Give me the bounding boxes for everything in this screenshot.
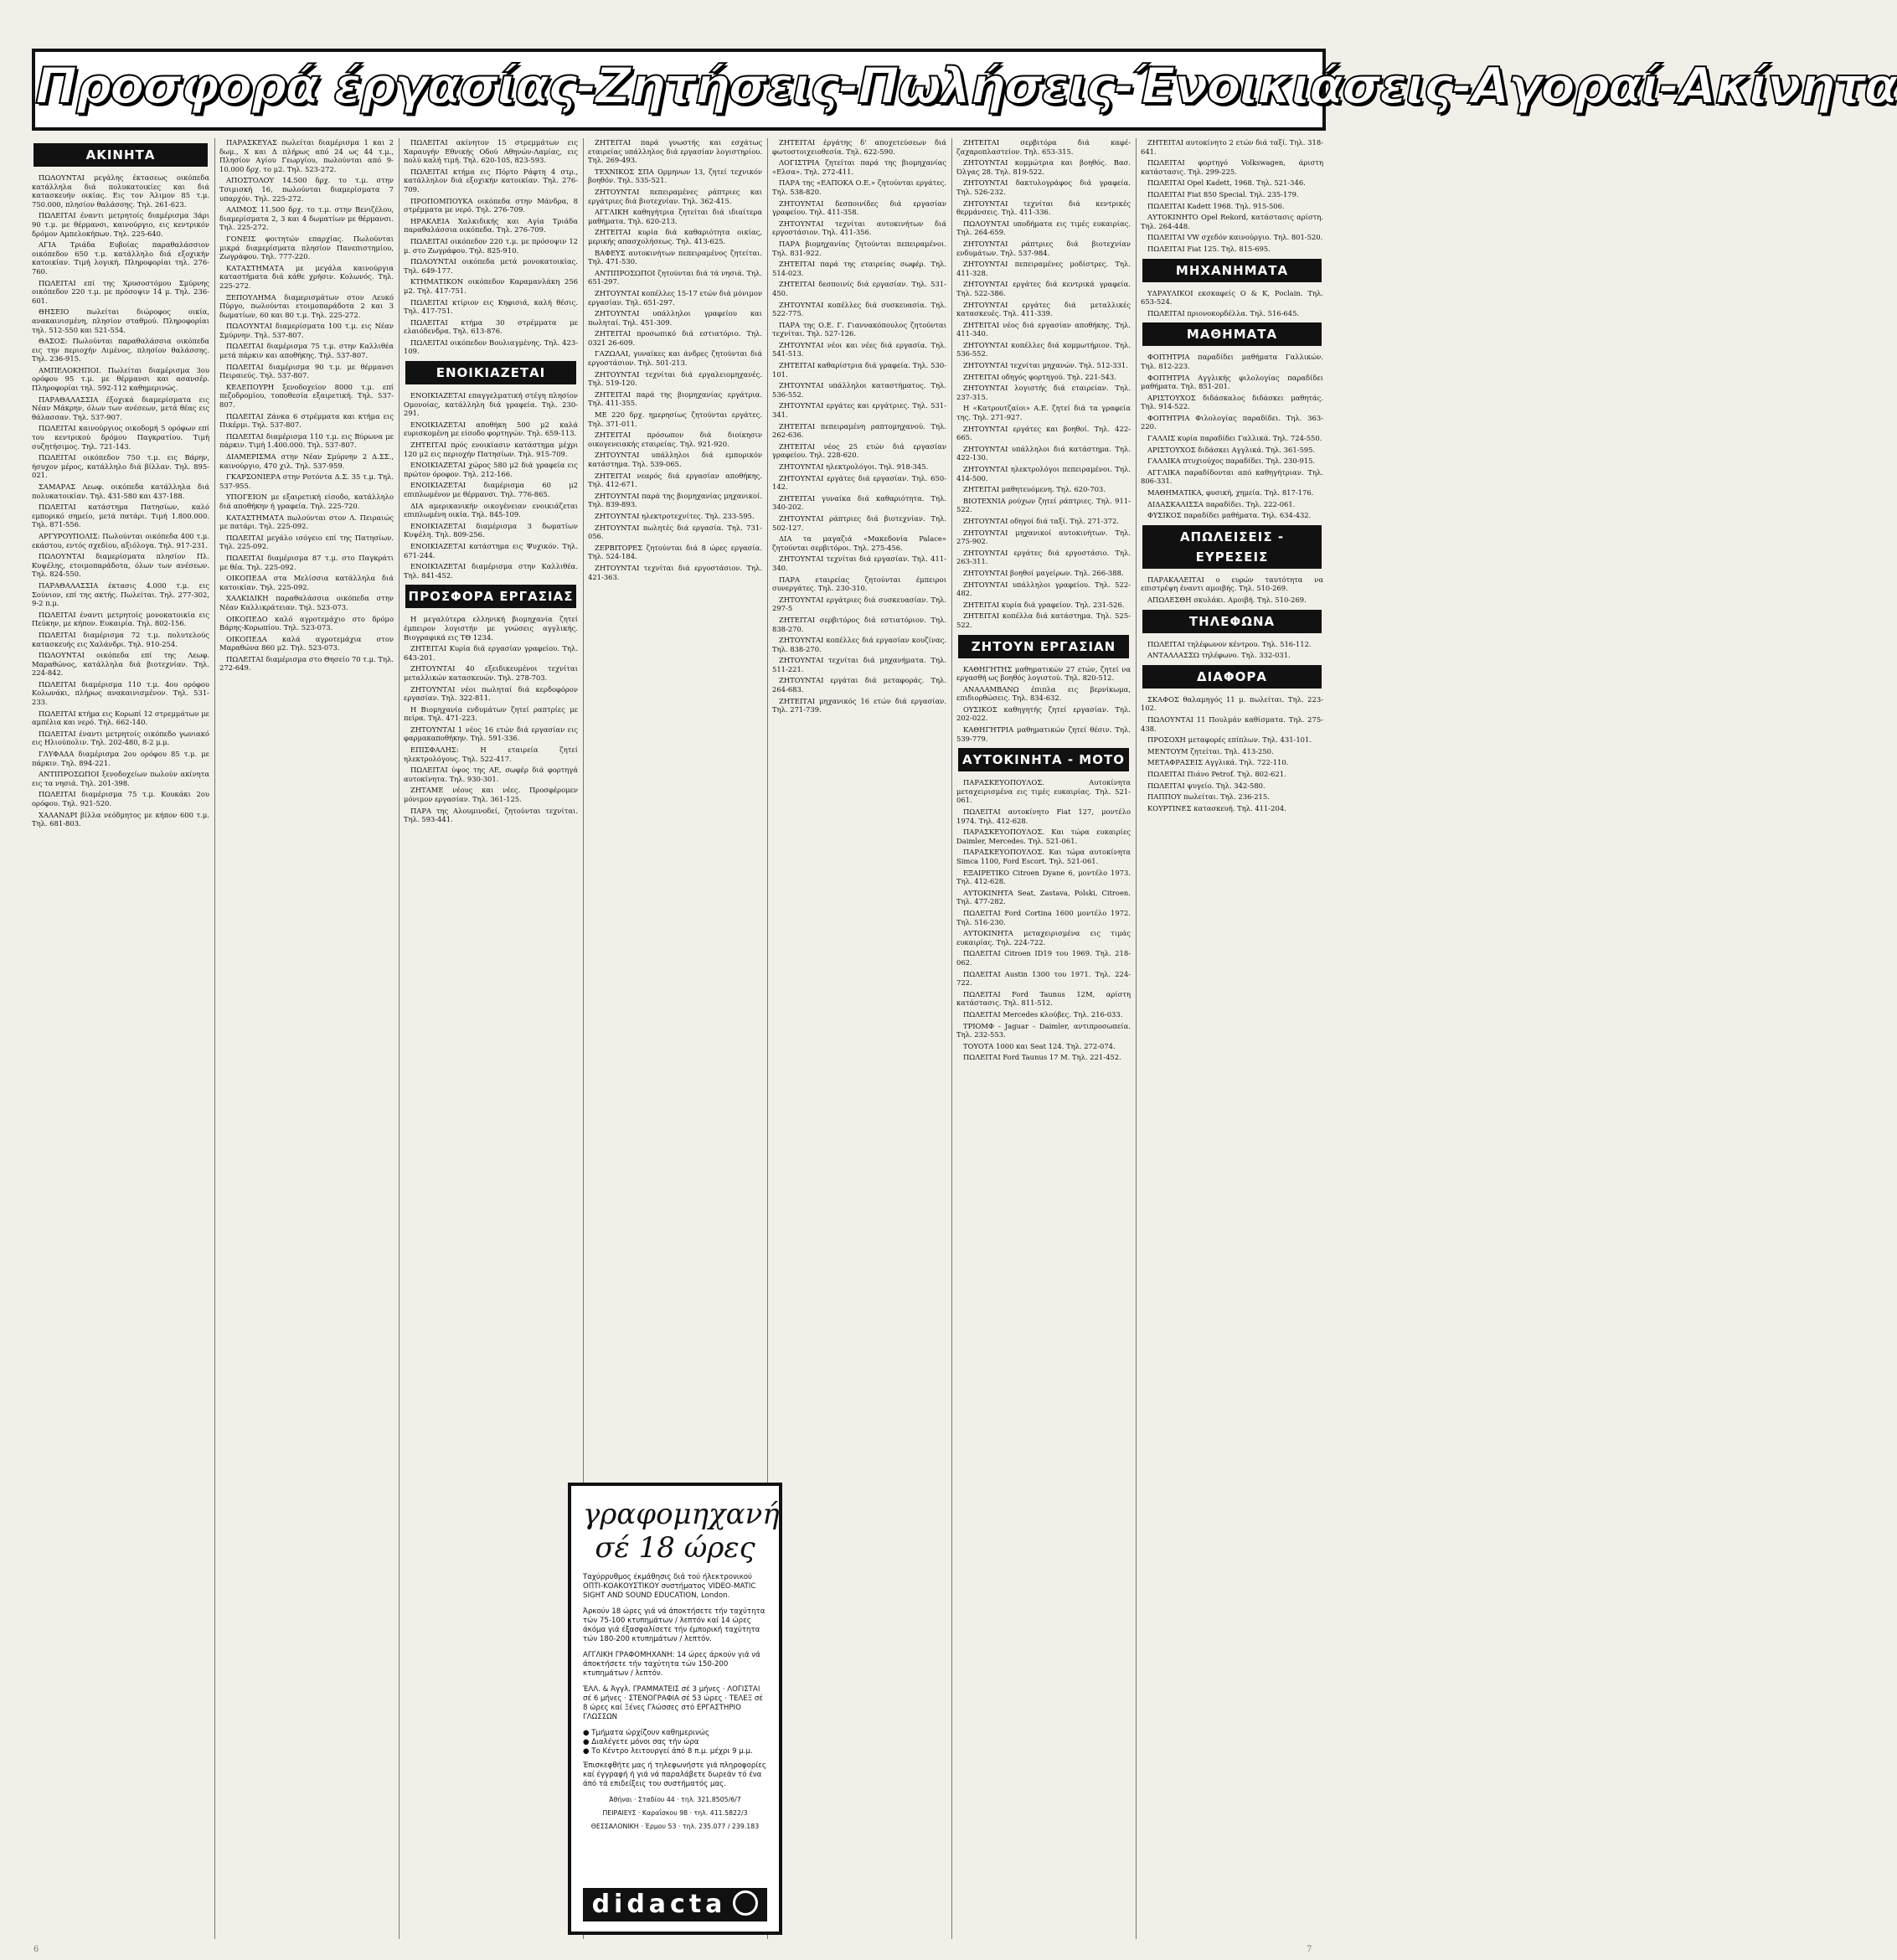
classified-ad: ΦΟΙΤΗΤΡΙΑ παραδίδει μαθήματα Γαλλικών. Τηλ. 812-223. (1141, 353, 1323, 370)
classified-ad: ΕΠΙΣΦΑΛΗΣ: Η εταιρεία ζητεί ηλεκτρολόγους. Τηλ. 522-417. (404, 745, 578, 763)
column-5 (772, 138, 946, 1470)
classified-ad: ΔΙΑ τα μαγαζιά «Μακεδονία Palace» ζητούνται σερβιτόροι. Τηλ. 275-456. (772, 534, 946, 552)
classified-ad: ΖΗΤΟΥΝΤΑΙ εργάτες διά μεταλλικές κατασκευές. Τηλ. 411-339. (956, 300, 1131, 318)
classified-ad: ΖΗΤΟΥΝΤΑΙ ράπτριες διά βιοτεχνίαν. Τηλ. 502-127. (772, 513, 946, 532)
classified-ad: ΖΗΤΟΥΝΤΑΙ υπάλληλοι διά εμπορικόν κατάστημα. Τηλ. 539-065. (588, 451, 762, 468)
section-header-mathimata: ΜΑΘΗΜΑΤΑ (1142, 322, 1322, 346)
classified-ad: ΖΗΤΟΥΝΤΑΙ πωλητές διά εργασία. Τηλ. 731-056. (588, 523, 762, 541)
page-number-right: 7 (1307, 1945, 1312, 1954)
classified-ad: ΚΤΗΜΑΤΙΚΟΝ οικόπεδον Καραμανλάκη 256 μ2. Τηλ. 417-751. (404, 277, 578, 295)
classified-ad: ΠΩΛΕΙΤΑΙ επί της Χρυσοστόμου Σμύρνης οικόπεδον 220 τ.μ. με πρόσοψιν 14 μ. Τηλ. 236-601. (32, 278, 209, 305)
classified-ad: ΖΗΤΕΙΤΑΙ προσωπικό διά εστιατόριο. Τηλ. 0321 26-609. (588, 329, 762, 347)
classified-ad: ΖΗΤΟΥΝΤΑΙ εργάτες διά εργασίαν. Τηλ. 650-142. (772, 473, 946, 492)
classified-ad: ΖΗΤΟΥΝΤΑΙ πεπειραμένες ράπτριες και εργάτριες διά βιοτεχνίαν. Τηλ. 362-415. (588, 187, 762, 205)
classified-ad: ΓΛΥΦΑΔΑ διαμέρισμα 2ου ορόφου 85 τ.μ. με πάρκιν. Τηλ. 894-221. (32, 750, 209, 767)
classified-ad: ΖΗΤΟΥΝΤΑΙ 40 εξειδικευμένοι τεχνίται μεταλλικών κατασκευών. Τηλ. 278-703. (404, 664, 578, 682)
classified-ad: ΖΗΤΟΥΝΤΑΙ εργάτες και εργάτριες. Τηλ. 531-341. (772, 401, 946, 420)
classified-ad: ΠΡΟΠΟΜΠΟΥΚΑ οικόπεδα στην Μάνδρα, 8 στρέμματα με νερό. Τηλ. 276-709. (404, 196, 578, 214)
classified-ad: ΠΩΛΕΙΤΑΙ κτήμα εις Κορωπί 12 στρεμμάτων με αμπέλια και νερό. Τηλ. 662-140. (32, 709, 209, 727)
banner-title: Προσφορά έργασίας-Ζητήσεις-Πωλήσεις-Ένοικιάσεις-Αγοραί-Ακίνητα (35, 57, 1897, 116)
classified-ad: ΑΡΓΥΡΟΥΠΟΛΙΣ: Πωλούνται οικόπεδα 400 τ.μ. εκάστου, εντός σχεδίου, αξιόλογα. Τηλ. 917-231. (32, 531, 209, 549)
classified-ad: ΕΝΟΙΚΙΑΖΕΤΑΙ κατάστημα εις Ψυχικόν. Τηλ. 671-244. (404, 541, 578, 560)
ad-address: Άθήναι · Σταδίου 44 · τηλ. 321.8505/6/7 (609, 1796, 741, 1803)
classified-ad: ΠΩΛΟΥΝΤΑΙ διαμερίσματα 100 τ.μ. εις Νέαν Σμύρνην. Τηλ. 537-807. (219, 322, 394, 339)
classified-ad: ΠΩΛΕΙΤΑΙ VW σχεδόν καινούργιο. Τηλ. 801-520. (1147, 233, 1323, 242)
classified-ad: ΠΩΛΕΙΤΑΙ Citroen ID19 του 1969. Τηλ. 218-062. (956, 949, 1131, 967)
classified-ad: ΠΩΛΟΥΝΤΑΙ διαμερίσματα πλησίον Πλ. Κυψέλης, ετοιμοπαράδοτα, όλων των ανέσεων. Τηλ. 824-550. (32, 552, 209, 579)
classified-ad: ΦΥΣΙΚΟΣ παραδίδει μαθήματα. Τηλ. 634-432. (1147, 511, 1312, 520)
classified-ad: ΖΗΤΟΥΝΤΑΙ τεχνίται διά κεντρικές θερμάνσεις. Τηλ. 411-336. (956, 199, 1131, 217)
classified-ad: ΠΩΛΕΙΤΑΙ καινούργιος οικοδομή 5 ορόφων επί του κεντρικού δρόμου Παγκρατίου. Τιμή συζητήσιμος. Τηλ. 721-143. (32, 424, 209, 451)
classified-ad: ΖΗΤΕΙΤΑΙ δεσποινίς διά εργασίαν. Τηλ. 531-450. (772, 280, 946, 297)
classified-ad: ΖΗΤΕΙΤΑΙ κοπέλλα διά κατάστημα. Τηλ. 525-522. (956, 611, 1131, 629)
classified-ad: ΕΝΟΙΚΙΑΖΕΤΑΙ αποθήκη 500 μ2 καλά ευρισκομένη με είσοδο φορτηγών. Τηλ. 659-113. (404, 420, 578, 438)
classified-ad: ΚΕΛΕΠΟΥΡΗ ξενοδοχείον 8000 τ.μ. επί πεζοδρομίου, τοποθεσία εξαιρετική. Τηλ. 537-807. (219, 382, 394, 410)
classified-ad: ΖΗΤΕΙΤΑΙ κυρία διά καθαριότητα οικίας, μερικής απασχολήσεως. Τηλ. 413-625. (588, 228, 762, 245)
classified-ad: ΑΝΤΙΠΡΟΣΩΠΟΙ ξενοδοχείων πωλούν ακίνητα εις τα νησιά. Τηλ. 201-398. (32, 770, 209, 787)
classified-ad: ΠΩΛΕΙΤΑΙ διαμέρισμα 75 τ.μ. στην Καλλιθέα μετά πάρκιν και αποθήκης. Τηλ. 537-807. (219, 342, 394, 360)
classified-ad: ΠΑΡΑΣΚΕΥΟΠΟΥΛΟΣ. Και τώρα ευκαιρίες Daimler, Mercedes. Τηλ. 521-061. (956, 828, 1131, 845)
column-rule (399, 138, 400, 1939)
classified-ad: ΠΩΛΕΙΤΑΙ κατάστημα Πατησίων, καλό εμπορικό σημείο, μετά πατάρι. Τιμή 1.800.000. Τηλ. 871-556. (32, 503, 209, 529)
classified-ad: ΖΗΤΟΥΝΤΑΙ τεχνίται διά εργαλειομηχανές. Τηλ. 519-120. (588, 369, 762, 388)
classified-ad: ΠΩΛΕΙΤΑΙ μεγάλο ισόγειο επί της Πατησίων. Τηλ. 225-092. (219, 533, 394, 551)
classified-ad: ΠΩΛΟΥΝΤΑΙ οικόπεδα μετά μονοκατοικίας. Τηλ. 649-177. (404, 257, 578, 275)
classified-ad: ΖΗΤΟΥΝΤΑΙ οδηγοί διά ταξί. Τηλ. 271-372. (963, 516, 1119, 525)
classified-ad: ΥΔΡΑΥΛΙΚΟΙ εκσκαφείς Ο & Κ, Poclain. Τηλ. 653-524. (1141, 288, 1323, 307)
classified-ad: ΠΑΡΑ της «ΕΑΠΟΚΑ Ο.Ε.» ζητούνται εργάτες. Τηλ. 538-820. (772, 178, 946, 196)
classified-ad: ΚΟΥΡΤΙΝΕΣ κατασκευή. Τηλ. 411-204. (1147, 803, 1286, 812)
classified-ad: Η «Κατρουτζαίοι» Α.Ε. ζητεί διά τα γραφεία της. Τηλ. 271-927. (956, 404, 1131, 422)
classified-ad: ΖΗΤΟΥΝΤΑΙ ηλεκτροτεχνίτες. Τηλ. 233-595. (595, 511, 755, 520)
classified-ad: ΠΩΛΟΥΝΤΑΙ μεγάλης έκτασεως οικόπεδα κατάλληλα διά πολυκατοικίες και διά κατασκευήν οικίας. Εις τον Άλιμον 85 τ.μ. 750.000, πλησίον θαλάσσης. Τηλ. 261-623. (32, 173, 209, 209)
classified-ad: Η Βιομηχανία ενδυμάτων ζητεί ραπτρίες με πείρα. Τηλ. 471-223. (404, 704, 578, 723)
section-header-tilefona: ΤΗΛΕΦΩΝΑ (1142, 610, 1322, 633)
classified-ad: ΠΑΡΑΣΚΕΥΑΣ πωλείται διαμέρισμα 1 και 2 δωμ., Χ και Δ πλήρως από 24 ως 44 τ.μ., Πλησίον Αγίου Γεωργίου, πωλούνται από 9-10.000 δρχ. το μ2. Τηλ. 523-272. (219, 138, 394, 173)
classified-ad: ΖΗΤΟΥΝΤΑΙ εργάτες διά εργοστάσιο. Τηλ. 263-311. (956, 548, 1131, 566)
classified-ad: ΑΥΤΟΚΙΝΗΤΑ Seat, Zastava, Polski, Citroen. Τηλ. 477-282. (956, 888, 1131, 906)
classified-ad: ΖΗΤΟΥΝΤΑΙ εργάτες διά κεντρικά γραφεία. Τηλ. 522-386. (956, 280, 1131, 297)
classified-ad: ΜΕ 220 δρχ. ημερησίως ζητούνται εργάτες. Τηλ. 371-011. (588, 410, 762, 428)
classified-ad: ΖΗΤΟΥΝΤΑΙ τεχνίται διά εργασίαν. Τηλ. 411-340. (772, 554, 946, 572)
ad-bullet: ● Το Κέντρο λειτουργεί άπό 8 π.μ. μέχρι 9 μ.μ. (583, 1747, 753, 1756)
classified-ad: ΠΩΛΕΙΤΑΙ πριονοκορδέλλα. Τηλ. 516-645. (1147, 308, 1300, 317)
classified-ad: ΠΑΡΑ εταιρείας ζητούνται έμπειροι συνεργάτες. Τηλ. 230-310. (772, 575, 946, 593)
classified-ad: ΑΠΩΛΕΣΘΗ σκυλάκι. Αμοιβή. Τηλ. 510-269. (1147, 596, 1307, 604)
logo-text: didacta (591, 1890, 727, 1919)
classified-ad: ΠΑΡΑ βιομηχανίας ζητούνται πεπειραμένοι. Τηλ. 831-922. (772, 239, 946, 257)
classified-ad: ΑΥΤΟΚΙΝΗΤΑ μεταχειρισμένα εις τιμάς ευκαιρίας. Τηλ. 224-722. (956, 929, 1131, 946)
classified-ad: ΖΗΤΕΙΤΑΙ σερβιτόρος διά εστιατόριον. Τηλ. 838-270. (772, 615, 946, 633)
classified-ad: ΑΜΠΕΛΟΚΗΠΟΙ. Πωλείται διαμέρισμα 3ου ορόφου 95 τ.μ. με θέρμανσι και ασανσέρ. Πληροφορίαι τηλ. 592-112 καθημερινώς. (32, 365, 209, 393)
classified-ad: ΑΛΙΜΟΣ 11.500 δρχ. το τ.μ. στην Βενιζέλου, διαμερίσματα 2, 3 και 4 δωματίων με θέρμανσι. Τηλ. 225-272. (219, 205, 394, 232)
classified-ad: ΖΗΤΕΙΤΑΙ μαθητευόμενη. Τηλ. 620-703. (963, 485, 1106, 494)
classified-ad: ΖΕΡΒΙΤΟΡΕΣ ζητούνται διά 8 ώρες εργασία. Τηλ. 524-184. (588, 543, 762, 561)
classified-ad: ΠΑΡΑ της Ο.Ε. Γ. Γιαννακόπουλος ζητούνται τεχνίται. Τηλ. 527-126. (772, 320, 946, 338)
classified-ad: ΖΗΤΟΥΝΤΑΙ δεσποινίδες διά εργασίαν γραφείου. Τηλ. 411-358. (772, 199, 946, 217)
classified-ad: ΠΩΛΕΙΤΑΙ οικόπεδον Βουλιαγμένης. Τηλ. 423-109. (404, 338, 578, 356)
classified-ad: ΖΗΤΟΥΝΤΑΙ νέοι πωληταί διά κερδοφόρον εργασίαν. Τηλ. 322-811. (404, 684, 578, 703)
section-header-akinita: ΑΚΙΝΗΤΑ (34, 143, 208, 167)
classified-ad: ΟΥΣΙΚΟΣ καθηγητής ζητεί εργασίαν. Τηλ. 202-022. (956, 704, 1131, 723)
classified-ad: ΕΝΟΙΚΙΑΖΕΤΑΙ χώρος 580 μ2 διά γραφεία εις πρώτον όροφον. Τηλ. 212-166. (404, 461, 578, 478)
classified-ad: ΖΗΤΕΙΤΑΙ σερβιτόρα διά καφέ-ζαχαροπλαστείον. Τηλ. 653-315. (956, 138, 1131, 156)
ad-address: ΘΕΣΣΑΛΟΝΙΚΗ · Έρμου 53 · τηλ. 235.077 / 239.183 (590, 1823, 760, 1830)
classified-ad: ΖΗΤΟΥΝΤΑΙ κοπέλλες 15-17 ετών διά μόνιμον εργασίαν. Τηλ. 651-297. (588, 288, 762, 307)
classified-ad: ΠΩΛΕΙΤΑΙ τηλέφωνον κέντρου. Τηλ. 516-112. (1147, 639, 1312, 648)
classified-ad: ΖΗΤΕΙΤΑΙ οδηγός φορτηγού. Τηλ. 221-543. (963, 372, 1116, 381)
classified-ad: ΥΠΟΓΕΙΟΝ με εξαιρετική είσοδο, κατάλληλο διά αποθήκην ή γραφεία. Τηλ. 225-720. (219, 493, 394, 510)
classified-ad: ΖΗΤΟΥΝΤΑΙ υπάλληλοι γραφείου. Τηλ. 522-482. (956, 580, 1131, 598)
classified-ad: ΠΩΛΟΥΝΤΑΙ υποδήματα εις τιμές ευκαιρίας. Τηλ. 264-659. (956, 219, 1131, 237)
classified-ad: ΠΩΛΕΙΤΑΙ Fiat 125. Τηλ. 815-695. (1147, 244, 1271, 253)
classified-ad: ΖΗΤΕΙΤΑΙ πρός ενοικίασιν κατάστημα μέχρι 120 μ2 εις περιοχήν Πατησίων. Τηλ. 915-709. (404, 441, 578, 458)
classified-ad: ΠΩΛΕΙΤΑΙ Opel Kadett, 1968. Τηλ. 521-346. (1147, 178, 1306, 188)
classified-ad: ΠΑΡΑΚΑΛΕΙΤΑΙ ο ευρών ταυτότητα να επιστρέψη έναντι αμοιβής. Τηλ. 510-269. (1141, 575, 1323, 593)
classified-ad: ΑΠΟΣΤΟΛΟΥ 14.500 δρχ. το τ.μ. στην Τσιμισκή 16, πωλούνται διαμερίσματα 7 υπαρχόν. Τηλ. 225-272. (219, 176, 394, 203)
classified-ad: ΚΑΤΑΣΤΗΜΑΤΑ πωλούνται στον Λ. Πειραιώς με πατάρι. Τηλ. 225-092. (219, 513, 394, 531)
classified-ad: ΔΙΑ αμερικανικήν οικογένειαν ενοικιάζεται επιπλωμένη οικία. Τηλ. 845-109. (404, 501, 578, 519)
classified-ad: ΠΩΛΕΙΤΑΙ ακίνητον 15 στρεμμάτων εις Χαραυγήν Εθνικής Οδού Αθηνών-Λαμίας, εις πολύ καλή τιμή. Τηλ. 620-105, 823-593. (404, 138, 578, 165)
classified-ad: ΖΗΤΟΥΝΤΑΙ υπάλληλοι γραφείου και πωληταί. Τηλ. 451-309. (588, 309, 762, 327)
classified-ad: ΖΗΤΕΙΤΑΙ έργάτης δ' αποχετεύσεων διά φωτοστοιχειοθεσία. Τηλ. 622-590. (772, 138, 946, 156)
classified-ad: ΖΗΤΟΥΝΤΑΙ νέοι και νέες διά εργασία. Τηλ. 541-513. (772, 340, 946, 358)
classified-ad: ΖΗΤΕΙΤΑΙ παρά της βιομηχανίας εργάτρια. Τηλ. 411-355. (588, 389, 762, 408)
classified-ad: ΧΑΛΚΙΔΙΚΗ παραθαλάσσια οικόπεδα στην Νέαν Καλλικράτειαν. Τηλ. 523-073. (219, 594, 394, 611)
didacta-logo (583, 1888, 767, 1921)
classified-ad: ΠΩΛΕΙΤΑΙ διαμέρισμα 87 τ.μ. στο Παγκράτι με θέα. Τηλ. 225-092. (219, 553, 394, 571)
classified-ad: ΠΩΛΕΙΤΑΙ διαμέρισμα στο Θησείο 70 τ.μ. Τηλ. 272-649. (219, 654, 394, 673)
didacta-emblem-icon (733, 1890, 758, 1916)
classified-ad: ΓΑΛΛΙΣ κυρία παραδίδει Γαλλικά. Τηλ. 724-550. (1147, 434, 1322, 443)
classified-ad: ΠΩΛΕΙΤΑΙ Πιάνο Petrof. Τηλ. 802-621. (1147, 769, 1286, 778)
classified-ad: ΖΗΤΟΥΝΤΑΙ ράπτριες διά βιοτεχνίαν ενδυμάτων. Τηλ. 537-984. (956, 239, 1131, 257)
classified-ad: ΠΩΛΕΙΤΑΙ αυτοκίνητο Fiat 127, μοντέλο 1974. Τηλ. 412-628. (956, 807, 1131, 825)
classified-ad: ΔΙΑΜΕΡΙΣΜΑ στην Νέαν Σμύρνην 2 Δ.ΣΣ., καινούργιο, 470 χιλ. Τηλ. 537-959. (219, 452, 394, 470)
classified-ad: ΟΙΚΟΠΕΔΟ καλό αγροτεμάχιο στο δρόμο Βάρης-Κορωπίου. Τηλ. 523-073. (219, 614, 394, 632)
ad-text: ΈΛΛ. & Άγγλ. ΓΡΑΜΜΑΤΕΙΣ σέ 3 μήνες · ΛΟΓΙΣΤΑΙ σέ 6 μήνες · ΣΤΕΝΟΓΡΑΦΙΑ σέ 53 ώρες · ΤΕΛΕΞ σέ 8 ώρες καί Ξένες Γλώσσες στό ΕΡΓΑΣΤΗΡΙΟ ΓΛΩΣΣΩΝ (583, 1685, 763, 1721)
classified-ad: ΖΗΤΑΜΕ νέους και νέες. Προσφέρομεν μόνιμον εργασίαν. Τηλ. 361-125. (404, 786, 578, 804)
classified-ad: ΠΩΛΕΙΤΑΙ Ford Taunus 17 M. Τηλ. 221-452. (963, 1053, 1121, 1062)
classified-ad: ΕΝΟΙΚΙΑΖΕΤΑΙ διαμέρισμα 60 μ2 επιπλωμένον με θέρμανσι. Τηλ. 776-865. (404, 481, 578, 498)
classified-ad: ΖΗΤΕΙΤΑΙ μηχανικός 16 ετών διά εργασίαν. Τηλ. 271-739. (772, 696, 946, 714)
classified-ad: ΑΡΙΣΤΟΥΧΟΣ διδάσκει Αγγλικά. Τηλ. 361-595. (1147, 445, 1316, 454)
classified-ad: ΑΓΓΛΙΚΗ καθηγήτρια ζητείται διά ιδιαίτερα μαθήματα. Τηλ. 620-213. (588, 208, 762, 225)
ad-bullet-list (583, 1729, 767, 1756)
classified-ad: ΤΡΙΟΜΦ - Jaguar - Daimler, αντιπροσωπεία. Τηλ. 232-553. (956, 1021, 1131, 1039)
ad-text: Ταχύρρυθμος έκμάθησις διά τού ήλεκτρονικού ΟΠΤΙ-ΚΟΑΚΟΥΣΤΙΚΟΥ συστήματος VIDEO-MATIC SIGHT AND SOUND EDUCATION, London. (583, 1573, 756, 1600)
column-1 (32, 138, 209, 1939)
classified-ad: ΛΟΓΙΣΤΡΙΑ ζητείται παρά της βιομηχανίας «Ελσα». Τηλ. 272-411. (772, 158, 946, 176)
column-rule (214, 138, 215, 1939)
classified-ad: ΠΩΛΕΙΤΑΙ διαμέρισμα 110 τ.μ. 4ου ορόφου Κολωνάκι, πλήρως ανακαινισμένον. Τηλ. 531-233. (32, 679, 209, 707)
classified-ad: ΖΗΤΟΥΝΤΑΙ εργάτριες διά συσκευασίαν. Τηλ. 297-5 (772, 595, 946, 613)
classified-ad: ΖΗΤΕΙΤΑΙ πρόσωπον διά διοίκησιν οικογενειακής εταιρείας. Τηλ. 921-920. (588, 431, 762, 448)
column-7 (1141, 138, 1323, 1939)
typewriter-course-advertisement (568, 1483, 782, 1935)
classified-ad: ΠΑΡΑ της Αλουμινοδεί, ζητούνται τεχνίται. Τηλ. 593-441. (404, 806, 578, 824)
classified-ad: ΠΑΡΑΘΑΛΑΣΣΙΑ έκτασις 4.000 τ.μ. εις Σούνιον, επί της ακτής. Πωλείται. Τηλ. 277-302, 9-2 π.μ. (32, 580, 209, 608)
classified-ad: ΖΗΤΕΙΤΑΙ αυτοκίνητο 2 ετών διά ταξί. Τηλ. 318-641. (1141, 138, 1323, 156)
classified-ad: ΖΗΤΕΙΤΑΙ νέος διά εργασίαν αποθήκης. Τηλ. 411-340. (956, 320, 1131, 338)
classified-ad: ΕΝΟΙΚΙΑΖΕΤΑΙ διαμέρισμα 3 δωματίων Κυψέλη. Τηλ. 809-256. (404, 521, 578, 539)
classified-ad: ΚΑΤΑΣΤΗΜΑΤΑ με μεγάλα καινούργια καταστήματα διά κάθε χρήσιν. Κολωνός. Τηλ. 225-272. (219, 263, 394, 290)
classified-ad: ΠΩΛΕΙΤΑΙ διαμέρισμα 90 τ.μ. με θέρμανσι Πειραιεύς. Τηλ. 537-807. (219, 362, 394, 380)
classified-ad: ΗΡΑΚΛΕΙΑ Χαλκιδικής και Αγία Τριάδα παραθαλάσσια οικόπεδα. Τηλ. 276-709. (404, 216, 578, 235)
classified-ad: ΠΑΡΑΣΚΕΥΟΠΟΥΛΟΣ. Αυτοκίνητα μεταχειρισμένα εις τιμές ευκαιρίας. Τηλ. 521-061. (956, 778, 1131, 805)
section-header-prosfora: ΠΡΟΣΦΟΡΑ ΕΡΓΑΣΙΑΣ (405, 585, 576, 608)
classified-ad: ΠΩΛΕΙΤΑΙ διαμέρισμα 110 τ.μ. εις Βύρωνα με πάρκιν. Τιμή 1.400.000. Τηλ. 537-807. (219, 431, 394, 450)
classified-ad: ΠΩΛΟΥΝΤΑΙ 11 Πουλμάν καθίσματα. Τηλ. 275-438. (1141, 714, 1323, 733)
classified-ad: ΠΑΡΑΘΑΛΑΣΣΙΑ έξοχικά διαμερίσματα εις Νέαν Μάκρην, όλων των ανέσεων, μετά θέας εις θάλασσαν. Τηλ. 537-907. (32, 395, 209, 421)
classified-ad: ΓΚΑΡΣΟΝΙΕΡΑ στην Ροτόντα Δ.Σ. 35 τ.μ. Τηλ. 537-955. (219, 472, 394, 490)
classified-ad: ΠΩΛΕΙΤΑΙ Fiat 850 Special. Τηλ. 235-179. (1147, 189, 1299, 199)
classified-ad: ΘΑΣΟΣ: Πωλούνται παραθαλάσσια οικόπεδα εις την περιοχήν Λιμένος, πλησίον θαλάσσης. Τηλ. 236-915. (32, 337, 209, 364)
classified-ad: ΠΩΛΕΙΤΑΙ Kadett 1968. Τηλ. 915-506. (1147, 201, 1285, 210)
classified-ad: ΠΩΛΕΙΤΑΙ Ford Taunus 12M, αρίστη κατάστασις. Τηλ. 811-512. (956, 989, 1131, 1008)
classified-ad: Η μεγαλύτερα ελληνική βιομηχανία ζητεί έμπειρον λογιστήν με γνώσεις αγγλικής. Βιογραφικά εις ΤΘ 1234. (404, 615, 578, 642)
classified-ad: ΖΗΤΟΥΝΤΑΙ υπάλληλοι διά κατάστημα. Τηλ. 422-130. (956, 444, 1131, 462)
classified-ad: ΖΗΤΟΥΝΤΑΙ μηχανικοί αυτοκινήτων. Τηλ. 275-902. (956, 528, 1131, 546)
classified-ad: ΠΩΛΕΙΤΑΙ οικόπεδον 220 τ.μ. με πρόσοψιν 12 μ. στο Ζωγράφου. Τηλ. 825-910. (404, 236, 578, 255)
classified-ad: ΖΗΤΟΥΝΤΑΙ παρά της βιομηχανίας μηχανικοί. Τηλ. 839-893. (588, 491, 762, 509)
classified-ad: ΑΓΙΑ Τριάδα Ευβοίας παραθαλάσσιον οικόπεδον 650 τ.μ. κατάλληλο διά εξοχικήν κατοικίαν. Τιμή λογική. Πληροφορίαι τηλ. 276-760. (32, 240, 209, 276)
classified-ad: ΠΩΛΕΙΤΑΙ Austin 1300 του 1971. Τηλ. 224-722. (956, 969, 1131, 988)
classified-ad: ΦΟΙΤΗΤΡΙΑ Φιλολογίας παραδίδει. Τηλ. 363-220. (1141, 413, 1323, 431)
classified-ad: ΖΗΤΟΥΝΤΑΙ τεχνίται αυτοκινήτων διά εργοστάσιον. Τηλ. 411-356. (772, 219, 946, 237)
classified-ad: ΖΗΤΟΥΝΤΑΙ 1 νέος 16 ετών διά εργασίαν εις φαρμακαποθήκην. Τηλ. 591-336. (404, 725, 578, 743)
classified-ad: ΠΩΛΕΙΤΑΙ ύψος της ΑΕ, σωφέρ διά φορτηγά αυτοκίνητα. Τηλ. 930-301. (404, 766, 578, 783)
classified-ad: ΖΗΤΟΥΝΤΑΙ κοπέλλες διά συσκευασία. Τηλ. 522-775. (772, 300, 946, 318)
ad-subtitle: σέ 18 ώρες (595, 1531, 755, 1565)
classified-ad: ΖΗΤΟΥΝΤΑΙ τεχνίται μηχανών. Τηλ. 512-331. (963, 361, 1128, 370)
classified-ad: ΓΑΖΩΛΑΙ, γυναίκες και άνδρες ζητούνται διά εργοστάσιον. Τηλ. 501-213. (588, 349, 762, 368)
classified-ad: ΖΗΤΟΥΝΤΑΙ τεχνίται διά εργοστάσιον. Τηλ. 421-363. (588, 563, 762, 581)
classified-ad: ΖΗΤΕΙΤΑΙ Κυρία διά εργασίαν γραφείου. Τηλ. 643-201. (404, 644, 578, 662)
classified-ad: ΖΗΤΟΥΝΤΑΙ δακτυλογράφος διά γραφεία. Τηλ. 526-232. (956, 178, 1131, 196)
classified-ad: ΣΚΑΦΟΣ θαλαμηγός 11 μ. πωλείται. Τηλ. 223-102. (1141, 694, 1323, 713)
ad-address: ΠΕΙΡΑΙΕΥΣ · Καραΐσκου 98 · τηλ. 411.5822/3 (602, 1809, 748, 1817)
classified-ad: ΖΗΤΕΙΤΑΙ νεαρός διά εργασίαν αποθήκης. Τηλ. 412-671. (588, 471, 762, 489)
classified-ad: ΖΗΤΟΥΝΤΑΙ ηλεκτρολόγοι. Τηλ. 918-345. (779, 462, 929, 471)
classified-ad: ΠΩΛΟΥΝΤΑΙ οικόπεδα επί της Λεωφ. Μαραθώνος, κατάλληλα διά βιοτεχνίαν. Τηλ. 224-842. (32, 651, 209, 678)
classified-ad: ΠΩΛΕΙΤΑΙ κτήμα εις Πόρτο Ράφτη 4 στρ., κατάλληλον διά εξοχικήν κατοικίαν. Τηλ. 276-709. (404, 167, 578, 193)
classified-ad: ΠΩΛΕΙΤΑΙ διαμέρισμα 72 τ.μ. πολυτελούς κατασκευής εις Χαλάνδρι. Τηλ. 910-254. (32, 630, 209, 648)
classified-ad: ΕΝΟΙΚΙΑΖΕΤΑΙ επαγγελματική στέγη πλησίον Ομονοίας, κατάλληλη διά γραφεία. Τηλ. 230-291. (404, 391, 578, 418)
classifieds-banner (32, 49, 1897, 131)
ad-bullet: ● Τμήματα ώρχίζουν καθημερινώς (583, 1729, 710, 1737)
classified-ad: ΠΩΛΕΙΤΑΙ διαμέρισμα 75 τ.μ. Κουκάκι 2ου ορόφου. Τηλ. 921-520. (32, 790, 209, 807)
column-2 (219, 138, 394, 1939)
classified-ad: ΠΩΛΕΙΤΑΙ κτήμα 30 στρέμματα με ελαιόδενδρα. Τηλ. 613-876. (404, 317, 578, 336)
classified-ad: ΖΗΤΟΥΝΤΑΙ κοπέλλες διά κομμωτήριον. Τηλ. 536-552. (956, 340, 1131, 358)
classified-ad: ΜΕΝΤΟΥΜ ζητείται. Τηλ. 413-250. (1147, 746, 1274, 756)
classified-ad: ΑΝΑΛΑΜΒΑΝΩ έπιπλα εις βερνίκωμα, επιδιορθώσεις. Τηλ. 834-632. (956, 684, 1131, 703)
column-6 (956, 138, 1131, 1939)
column-rule (951, 138, 952, 1939)
page-number-left: 6 (34, 1945, 39, 1954)
column-3 (404, 138, 578, 1939)
classified-ad: ΠΩΛΕΙΤΑΙ ψυγείο. Τηλ. 342-580. (1147, 781, 1266, 790)
classified-ad: ΞΕΠΟΥΛΗΜΑ διαμερισμάτων στον Λευκό Πύργο, πωλούνται ετοιμοπαράδοτα 2 και 3 δωματίων, 60 και 80 τ.μ. Τηλ. 225-272. (219, 292, 394, 319)
classified-ad: ΖΗΤΟΥΝΤΑΙ λογιστής διά εταιρείαν. Τηλ. 237-315. (956, 384, 1131, 401)
classified-ad: ΖΗΤΕΙΤΑΙ γυναίκα διά καθαριότητα. Τηλ. 340-202. (772, 493, 946, 512)
classified-ad: ΟΙΚΟΠΕΔΑ καλά αγροτεμάχια στον Μαραθώνα 860 μ2. Τηλ. 523-073. (219, 634, 394, 652)
section-header-apoleseis: ΑΠΩΛΕΙΣΕΙΣ - ΕΥΡΕΣΕΙΣ (1142, 525, 1322, 569)
classified-ad: ΖΗΤΟΥΝΤΑΙ κομμώτρια και βοηθός. Βασ. Όλγας 28. Τηλ. 819-522. (956, 158, 1131, 176)
classified-ad: ΤΕΧΝΙΚΟΣ ΣΠΑ Ορμηνων 13, ζητεί τεχνικόν βοηθόν. Τηλ. 535-521. (588, 167, 762, 185)
classified-ad: ΠΩΛΕΙΤΑΙ έναντι μετρητοίς μονοκατοικία εις Πεύκην, με κήπον. Ευκαιρία. Τηλ. 802-156. (32, 610, 209, 628)
classified-ad: ΖΗΤΟΥΝΤΑΙ πεπειραμένες μοδίστρες. Τηλ. 411-328. (956, 260, 1131, 277)
classified-ad: ΠΩΛΕΙΤΑΙ Ζάνκα 6 στρέμματα και κτήμα εις Πικέρμι. Τηλ. 537-807. (219, 411, 394, 430)
classified-ad: ΖΗΤΟΥΝΤΑΙ κοπέλλες διά εργασίαν κουζίνας. Τηλ. 838-270. (772, 636, 946, 653)
classified-ad: ΑΝΤΙΠΡΟΣΩΠΟΙ ζητούνται διά τά νησιά. Τηλ. 651-297. (588, 268, 762, 286)
column-4 (588, 138, 762, 1470)
classified-ad: ΠΩΛΕΙΤΑΙ έναντι μετρητοίς οικόπεδο γωνιακό εις Ηλιούπολιν. Τηλ. 202-480, 8-2 μ.μ. (32, 729, 209, 747)
classified-ad: ΠΩΛΕΙΤΑΙ Mercedes κλούβες. Τηλ. 216-033. (963, 1009, 1123, 1019)
classified-ad: ΠΩΛΕΙΤΑΙ οικόπεδον 750 τ.μ. εις Βάρην, ήσυχον μέρος, κατάλληλο διά βίλλαν. Τηλ. 895-021. (32, 453, 209, 480)
classified-ad: ΧΑΛΑΝΔΡΙ βίλλα νεόδμητος με κήπον 600 τ.μ. Τηλ. 681-803. (32, 810, 209, 828)
classified-ad: ΠΩΛΕΙΤΑΙ κτίριον εις Κηφισιά, καλή θέσις. Τηλ. 417-751. (404, 297, 578, 316)
classified-ad: ΖΗΤΕΙΤΑΙ παρά της εταιρείας σωφέρ. Τηλ. 514-023. (772, 260, 946, 277)
classified-ad: ΖΗΤΕΙΤΑΙ καθαρίστρια διά γραφεία. Τηλ. 530-101. (772, 361, 946, 379)
classified-ad: ΘΗΣΕΙΟ πωλείται διώροφος οικία, ανακαινισμένη, πλησίον σταθμού. Πληροφορίαι τηλ. 512-550 και 521-554. (32, 307, 209, 334)
classified-ad: ΖΗΤΟΥΝΤΑΙ βοηθοί μαγείρων. Τηλ. 266-388. (963, 568, 1124, 577)
classified-ad: ΕΞΑΙΡΕΤΙΚΟ Citroen Dyane 6, μοντέλο 1973. Τηλ. 412-628. (956, 868, 1131, 886)
section-header-autokinita: ΑΥΤΟΚΙΝΗΤΑ - ΜΟΤΟ (958, 748, 1129, 771)
classified-ad: ΒΙΟΤΕΧΝΙΑ ρούχων ζητεί ράπτριες. Τηλ. 911-522. (956, 496, 1131, 514)
classified-ad: ΑΝΤΑΛΛΑΣΣΩ τηλέφωνο. Τηλ. 332-031. (1147, 651, 1291, 660)
classified-ad: ΖΗΤΟΥΝΤΑΙ εργάται διά μεταφοράς. Τηλ. 264-683. (772, 676, 946, 694)
classified-ad: ΑΓΓΛΙΚΑ παραδίδονται από καθηγήτριαν. Τηλ. 806-331. (1141, 467, 1323, 486)
ad-text: Άρκούν 18 ώρες γιά νά άποκτήσετε τήν ταχύτητα τών 75-100 κτυπημάτων / λεπτόν καί 14 ώρες άκόμα γιά έξασφαλίσετε τήν έμπορική ταχύτητα τών 180-200 κτυπημάτων / λεπτόν. (583, 1607, 766, 1643)
classified-ad: ΑΥΤΟΚΙΝΗΤΟ Opel Rekord, κατάστασις αρίστη. Τηλ. 264-448. (1141, 213, 1323, 230)
ad-text: Έπισκεφθήτε μας ή τηλεφωνήστε γιά πληροφορίες καί έγγραφή ή γιά νά παραλάβετε δωρεάν τό ένα άπό τά επιδείξεις του συστήματός μας. (583, 1761, 766, 1788)
section-header-mixanimata: ΜΗΧΑΝΗΜΑΤΑ (1142, 259, 1322, 282)
column-rule (1136, 138, 1137, 1939)
classified-ad: ΣΑΜΑΡΑΣ Λεωφ. οικόπεδα κατάλληλα διά πολυκατοικίαν. Τηλ. 431-580 και 437-188. (32, 482, 209, 500)
classified-ad: ΖΗΤΟΥΝΤΑΙ υπάλληλοι καταστήματος. Τηλ. 536-552. (772, 381, 946, 399)
section-header-diafora: ΔΙΑΦΟΡΑ (1142, 665, 1322, 689)
classified-ad: ΖΗΤΕΙΤΑΙ κυρία διά γραφείον. Τηλ. 231-526. (963, 600, 1125, 609)
classified-ad: ΑΡΙΣΤΟΥΧΟΣ διδάσκαλος διδάσκει μαθητάς. Τηλ. 914-522. (1141, 393, 1323, 411)
classified-ad: ΠΑΠΠΟΥ πωλείται. Τηλ. 236-215. (1147, 792, 1270, 802)
classified-ad: ΖΗΤΕΙΤΑΙ νέος 25 ετών διά εργασίαν γραφείου. Τηλ. 228-620. (772, 441, 946, 460)
ad-title: γραφομηχανή (583, 1498, 780, 1531)
classified-ad: ΜΕΤΑΦΡΑΣΕΙΣ Αγγλικά. Τηλ. 722-110. (1147, 758, 1289, 767)
classified-ad: ΓΟΝΕΙΣ φοιτητών επαρχίας. Πωλούνται μικρά διαμερίσματα πλησίον Πανεπιστημίου, Ζωγράφου. Τηλ. 777-220. (219, 234, 394, 261)
classified-ad: ΔΙΔΑΣΚΑΛΙΣΣΑ παραδίδει. Τηλ. 222-061. (1147, 499, 1296, 508)
classified-ad: ΠΩΛΕΙΤΑΙ έναντι μετρητοίς διαμέρισμα 3άρι 90 τ.μ. με θέρμανσι, καινούργιο, εις κεντρικόν δρόμον Αμπελοκήπων. Τηλ. 225-640. (32, 211, 209, 238)
classified-ad: ΦΟΙΤΗΤΡΙΑ Αγγλικής φιλολογίας παραδίδει μαθήματα. Τηλ. 851-201. (1141, 373, 1323, 391)
classified-ad: ΓΑΛΛΙΚΑ πτυχιούχος παραδίδει. Τηλ. 230-915. (1147, 456, 1316, 466)
classified-ad: ΤΟΥΟΤΑ 1000 και Seat 124. Τηλ. 272-074. (963, 1041, 1116, 1050)
classified-ad: ΟΙΚΟΠΕΔΑ στα Μελίσσια κατάλληλα διά κατοικίαν. Τηλ. 225-092. (219, 574, 394, 591)
classified-ad: ΖΗΤΟΥΝΤΑΙ τεχνίται διά μηχανήματα. Τηλ. 511-221. (772, 656, 946, 673)
classified-ad: ΖΗΤΟΥΝΤΑΙ εργάτες και βοηθοί. Τηλ. 422-665. (956, 424, 1131, 442)
classified-ad: ΠΑΡΑΣΚΕΥΟΠΟΥΛΟΣ. Και τώρα αυτοκίνητα Simca 1100, Ford Escort. Τηλ. 521-061. (956, 848, 1131, 865)
section-header-enoikiazetai: ΕΝΟΙΚΙΑΖΕΤΑΙ (405, 361, 576, 384)
classified-ad: ΚΑΘΗΓΗΤΗΣ μαθηματικών 27 ετών, ζητεί να εργασθή ως βοηθός λογιστού. Τηλ. 820-512. (956, 664, 1131, 683)
classified-ad: ΠΩΛΕΙΤΑΙ φορτηγό Volkswagen, άριστη κατάστασις. Τηλ. 299-225. (1141, 158, 1323, 176)
classified-ad: ΒΑΦΕΥΣ αυτοκινήτων πεπειραμένος ζητείται. Τηλ. 471-530. (588, 248, 762, 266)
ad-bullet: ● Διαλέγετε μόνοι σας τήν ώρα (583, 1738, 699, 1746)
classified-ad: ΖΗΤΕΙΤΑΙ παρά γνωστής και εσχάτως εταιρείας υπάλληλος διά εργασίαν λογιστηρίου. Τηλ. 269-493. (588, 138, 762, 165)
classified-ad: ΚΑΘΗΓΗΤΡΙΑ μαθηματικών ζητεί θέσιν. Τηλ. 539-779. (956, 725, 1131, 743)
classified-ad: ΜΑΘΗΜΑΤΙΚΑ, φυσική, χημεία. Τηλ. 817-176. (1147, 488, 1314, 498)
section-header-zitoun: ΖΗΤΟΥΝ ΕΡΓΑΣΙΑΝ (958, 635, 1129, 658)
classified-ad: ΠΩΛΕΙΤΑΙ Ford Cortina 1600 μοντέλο 1972. Τηλ. 516-230. (956, 908, 1131, 926)
classified-ad: ΠΡΟΣΟΧΗ μεταφορές επίπλων. Τηλ. 431-101. (1147, 735, 1312, 745)
ad-text: ΑΓΓΛΙΚΗ ΓΡΑΦΟΜΗΧΑΝΗ: 14 ώρες άρκούν γιά νά άποκτήσετε τήν ταχύτητα τών 150-200 κτυπημάτων / λεπτόν. (583, 1651, 760, 1678)
classified-ad: ΕΝΟΙΚΙΑΖΕΤΑΙ διαμέρισμα στην Καλλιθέα. Τηλ. 841-452. (404, 562, 578, 580)
classified-ad: ΖΗΤΕΙΤΑΙ πεπειραμένη ραπτομηχανού. Τηλ. 262-636. (772, 421, 946, 440)
classified-ad: ΖΗΤΟΥΝΤΑΙ ηλεκτρολόγοι πεπειραμένοι. Τηλ. 414-500. (956, 465, 1131, 482)
